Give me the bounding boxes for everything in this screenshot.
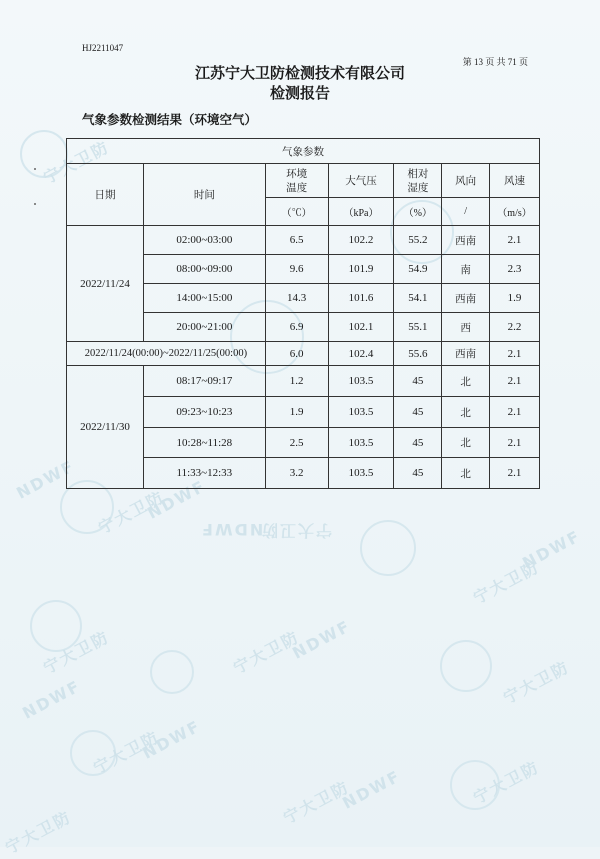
watermark-text: 宁大卫防 bbox=[90, 727, 163, 778]
wind-speed-header-cell: 风速 bbox=[490, 164, 540, 198]
humidity-cell: 55.6 bbox=[394, 342, 442, 366]
humidity-cell: 45 bbox=[394, 458, 442, 489]
watermark-text: NDWF bbox=[139, 716, 205, 763]
section-title: 气象参数检测结果（环境空气） bbox=[82, 112, 258, 127]
pressure-cell: 103.5 bbox=[328, 458, 394, 489]
wind-direction-cell: 西 bbox=[442, 313, 490, 342]
weather-parameters-table bbox=[66, 138, 540, 489]
pressure-cell: 102.1 bbox=[328, 313, 394, 342]
temperature-cell: 6.0 bbox=[265, 342, 328, 366]
watermark-text: 宁大卫防 bbox=[95, 487, 168, 538]
temperature-unit-cell: （℃） bbox=[265, 198, 328, 226]
watermark-text: NDWF bbox=[289, 616, 355, 663]
humidity-cell: 45 bbox=[394, 428, 442, 458]
watermark-text: NDWF bbox=[339, 766, 405, 813]
wind-direction-unit-cell: / bbox=[442, 198, 490, 226]
humidity-cell: 55.1 bbox=[394, 313, 442, 342]
wind-direction-cell: 北 bbox=[442, 366, 490, 397]
temperature-cell: 14.3 bbox=[265, 284, 328, 313]
humidity-header-cell bbox=[394, 164, 442, 198]
wind-speed-cell: 2.1 bbox=[490, 397, 540, 428]
watermark-text: 宁大卫防 bbox=[470, 757, 543, 808]
humidity-cell: 55.2 bbox=[394, 226, 442, 255]
wind-direction-cell: 西南 bbox=[442, 284, 490, 313]
temperature-cell: 6.9 bbox=[265, 313, 328, 342]
temperature-cell: 2.5 bbox=[265, 428, 328, 458]
wind-direction-cell: 北 bbox=[442, 428, 490, 458]
pressure-cell: 102.2 bbox=[328, 226, 394, 255]
wind-speed-cell: 1.9 bbox=[490, 284, 540, 313]
humidity-cell: 45 bbox=[394, 397, 442, 428]
table-header-row bbox=[67, 164, 540, 198]
time-cell: 09:23~10:23 bbox=[143, 397, 265, 428]
humidity-header-label: 相对湿度 bbox=[407, 167, 429, 194]
watermark-text: 宁大卫防 bbox=[2, 807, 75, 858]
wind-direction-header-cell: 风向 bbox=[442, 164, 490, 198]
margin-dot bbox=[34, 203, 36, 205]
watermark-text: NDWF bbox=[144, 476, 210, 523]
margin-dot bbox=[34, 168, 36, 170]
table-header-row bbox=[67, 139, 540, 164]
time-cell: 08:00~09:00 bbox=[143, 255, 265, 284]
document-code: HJ2211047 bbox=[82, 43, 124, 53]
humidity-cell: 54.9 bbox=[394, 255, 442, 284]
wind-direction-cell: 南 bbox=[442, 255, 490, 284]
date-header-cell: 日期 bbox=[67, 164, 144, 226]
watermark-text: 宁大卫防 bbox=[500, 657, 573, 708]
watermark-text: 宁大卫防 bbox=[230, 627, 303, 678]
time-cell: 02:00~03:00 bbox=[143, 226, 265, 255]
time-cell: 11:33~12:33 bbox=[143, 458, 265, 489]
time-cell: 10:28~11:28 bbox=[143, 428, 265, 458]
humidity-cell: 54.1 bbox=[394, 284, 442, 313]
table-row-daily bbox=[67, 342, 540, 366]
temperature-cell: 1.9 bbox=[265, 397, 328, 428]
date-cell: 2022/11/30 bbox=[67, 366, 144, 489]
pressure-cell: 102.4 bbox=[328, 342, 394, 366]
company-name: 江苏宁大卫防检测技术有限公司 bbox=[194, 64, 405, 82]
daily-period-cell: 2022/11/24(00:00)~2022/11/25(00:00) bbox=[67, 342, 266, 366]
time-cell: 20:00~21:00 bbox=[143, 313, 265, 342]
wind-speed-cell: 2.1 bbox=[490, 342, 540, 366]
watermark-text: NDWF bbox=[19, 676, 85, 723]
wind-speed-cell: 2.3 bbox=[490, 255, 540, 284]
pressure-cell: 101.6 bbox=[328, 284, 394, 313]
pressure-cell: 103.5 bbox=[328, 428, 394, 458]
temperature-header-label: 环境温度 bbox=[286, 167, 308, 194]
report-title: 检测报告 bbox=[269, 84, 330, 102]
table-row bbox=[67, 366, 540, 397]
watermark-text: 宁大卫防 bbox=[40, 137, 113, 188]
table-row bbox=[67, 226, 540, 255]
watermark-text: 宁大卫防 bbox=[40, 627, 113, 678]
temperature-header-cell bbox=[265, 164, 328, 198]
humidity-unit-cell: （%） bbox=[394, 198, 442, 226]
wind-speed-cell: 2.2 bbox=[490, 313, 540, 342]
page-number: 第 13 页 共 71 页 bbox=[462, 57, 528, 67]
watermark-text: 宁大卫防 bbox=[470, 557, 543, 608]
watermark-text: NDWF bbox=[519, 526, 585, 573]
time-header-cell: 时间 bbox=[143, 164, 265, 226]
watermark-text: NDWF bbox=[13, 456, 79, 503]
pressure-unit-cell: （kPa） bbox=[328, 198, 394, 226]
wind-direction-cell: 西南 bbox=[442, 342, 490, 366]
wind-direction-cell: 北 bbox=[442, 458, 490, 489]
wind-speed-cell: 2.1 bbox=[490, 226, 540, 255]
time-cell: 14:00~15:00 bbox=[143, 284, 265, 313]
watermark-text: 宁大卫防 bbox=[280, 777, 353, 828]
wind-speed-unit-cell: （m/s） bbox=[490, 198, 540, 226]
pressure-header-cell: 大气压 bbox=[328, 164, 394, 198]
watermark-text: NDWF bbox=[200, 520, 264, 539]
wind-speed-cell: 2.1 bbox=[490, 428, 540, 458]
temperature-cell: 6.5 bbox=[265, 226, 328, 255]
wind-speed-cell: 2.1 bbox=[490, 458, 540, 489]
temperature-cell: 9.6 bbox=[265, 255, 328, 284]
wind-direction-cell: 西南 bbox=[442, 226, 490, 255]
date-cell: 2022/11/24 bbox=[67, 226, 144, 342]
time-cell: 08:17~09:17 bbox=[143, 366, 265, 397]
pressure-cell: 103.5 bbox=[328, 366, 394, 397]
group-header-cell: 气象参数 bbox=[67, 139, 540, 164]
watermark-text: 宁大卫防 bbox=[260, 521, 333, 540]
wind-direction-cell: 北 bbox=[442, 397, 490, 428]
temperature-cell: 1.2 bbox=[265, 366, 328, 397]
temperature-cell: 3.2 bbox=[265, 458, 328, 489]
humidity-cell: 45 bbox=[394, 366, 442, 397]
pressure-cell: 103.5 bbox=[328, 397, 394, 428]
pressure-cell: 101.9 bbox=[328, 255, 394, 284]
wind-speed-cell: 2.1 bbox=[490, 366, 540, 397]
